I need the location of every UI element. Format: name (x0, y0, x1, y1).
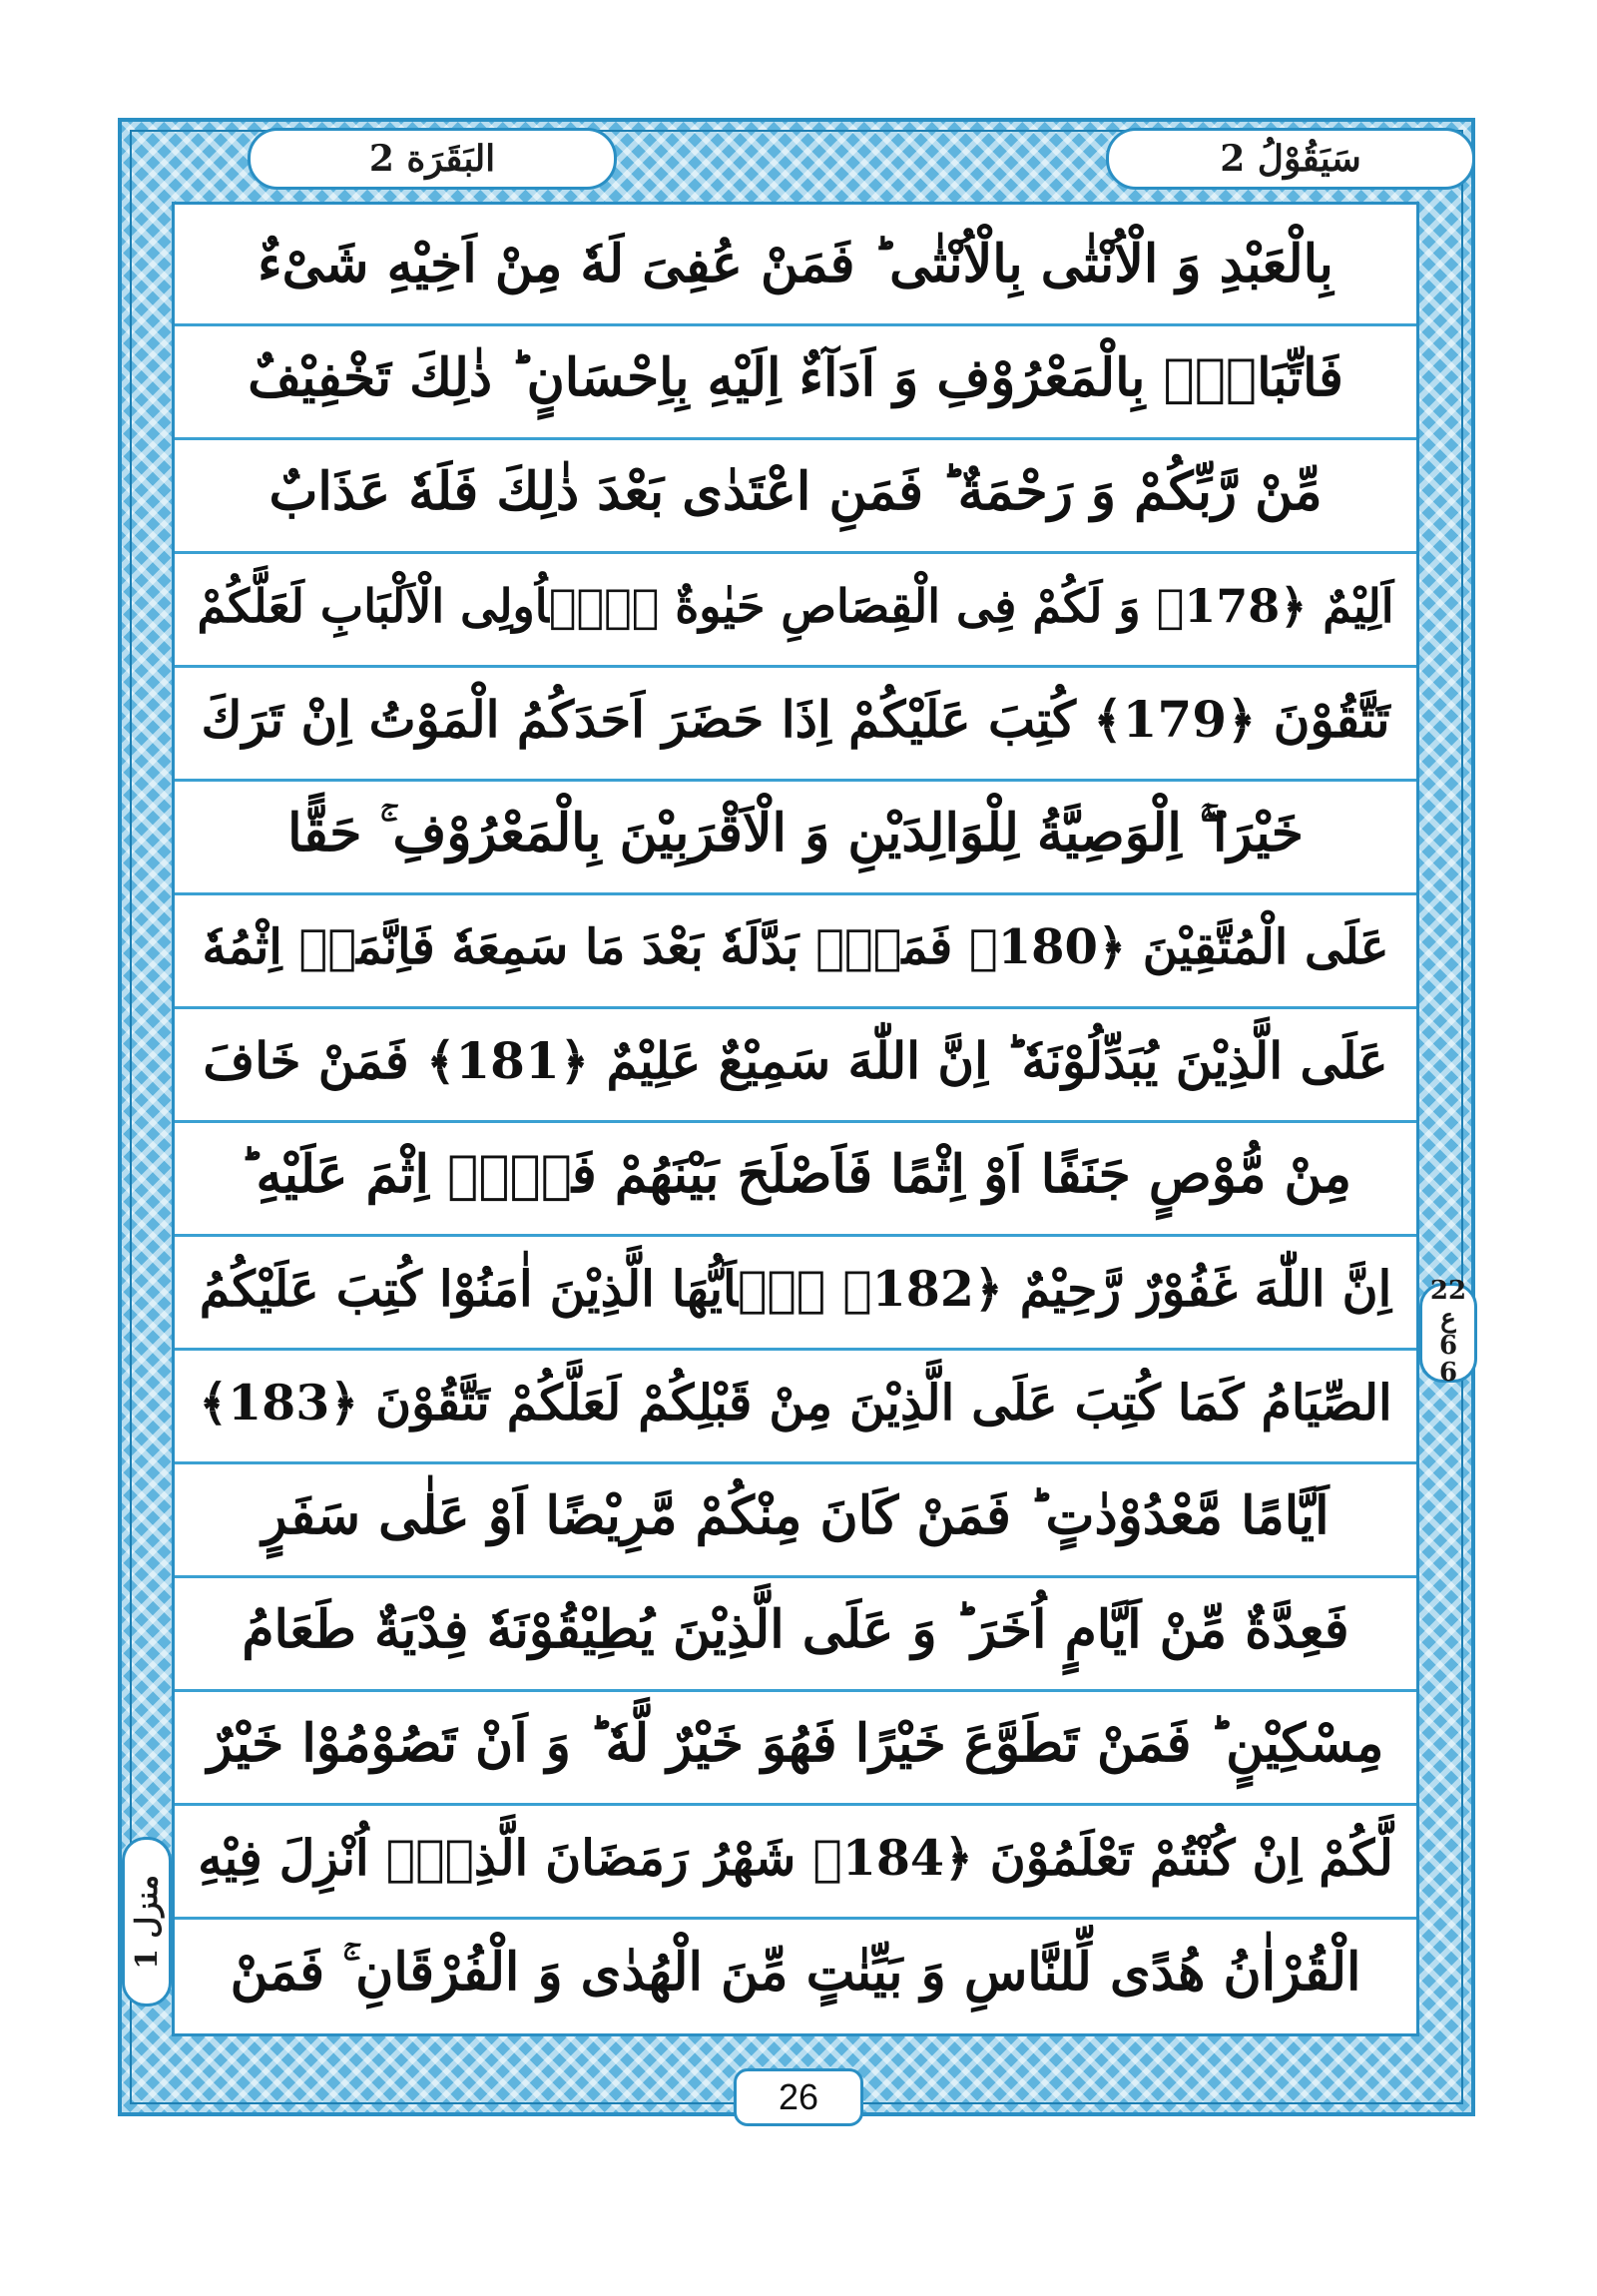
manzil-marker (122, 1837, 172, 2007)
text-line: لَّكُمْ اِنْ كُنْتُمْ تَعْلَمُوْنَ ﴿184﴾ شَهْرُ رَمَضَانَ الَّذِیْۤ اُنْزِلَ فِیْهِ (175, 1798, 1416, 1920)
text-line: عَلَى الْمُتَّقِیْنَ ﴿180﴾ فَمَنْۢ بَدَّلَهٗ بَعْدَ مَا سَمِعَهٗ فَاِنَّمَاۤ اِثْمُهٗ (175, 887, 1416, 1009)
text-line: فَعِدَّةٌ مِّنْ اَیَّامٍ اُخَرَ ؕ وَ عَلَى الَّذِیْنَ یُطِیْقُوْنَهٗ فِدْیَةٌ طَعَامُ (175, 1570, 1416, 1692)
text-line: بِالْعَبْدِ وَ الْاُنْثٰى بِالْاُنْثٰى ؕ فَمَنْ عُفِیَ لَهٗ مِنْ اَخِیْهِ شَیْءٌ (175, 205, 1416, 326)
page-number: 26 (778, 2076, 819, 2117)
text-line: اَلِیْمٌ ﴿178﴾ وَ لَكُمْ فِی الْقِصَاصِ حَیٰوةٌ یّٰۤاُولِی الْاَلْبَابِ لَعَلَّكُمْ (175, 546, 1416, 668)
text-line: فَاتِّبَاعٌۢ بِالْمَعْرُوْفِ وَ اَدَآءٌ اِلَیْهِ بِاِحْسَانٍ ؕ ذٰلِكَ تَخْفِیْفٌ (175, 318, 1416, 440)
page-number-box (734, 2068, 863, 2126)
quran-text-area (172, 202, 1419, 2036)
ruku-count-middle: 6 (1438, 1331, 1458, 1361)
text-line: اَیَّامًا مَّعْدُوْدٰتٍ ؕ فَمَنْ كَانَ مِنْكُمْ مَّرِیْضًا اَوْ عَلٰى سَفَرٍ (175, 1456, 1416, 1578)
text-line: الصِّیَامُ كَمَا كُتِبَ عَلَى الَّذِیْنَ مِنْ قَبْلِكُمْ لَعَلَّكُمْ تَتَّقُوْنَ ﴿183﴾ (175, 1343, 1416, 1464)
surah-name: البَقَرَة 2 (368, 138, 496, 180)
ruku-symbol: ع (1440, 1303, 1456, 1334)
text-line: اِنَّ اللّٰهَ غَفُوْرٌ رَّحِیْمٌ ﴿182﴾ یٰۤاَیُّهَا الَّذِیْنَ اٰمَنُوْا كُتِبَ عَلَیْكُمُ (175, 1229, 1416, 1351)
ruku-marker (1419, 1276, 1477, 1389)
text-line: مِّنْ رَّبِّكُمْ وَ رَحْمَةٌ ؕ فَمَنِ اعْتَدٰى بَعْدَ ذٰلِكَ فَلَهٗ عَذَابٌ (175, 432, 1416, 554)
text-line: خَیْرَا ۖۚ اِلْوَصِیَّةُ لِلْوَالِدَیْنِ وَ الْاَقْرَبِیْنَ بِالْمَعْرُوْفِ ۚ حَقًّا (175, 774, 1416, 895)
para-name-header (1106, 128, 1475, 190)
ruku-count-bottom: 6 (1438, 1358, 1458, 1389)
text-line: مِسْكِیْنٍ ؕ فَمَنْ تَطَوَّعَ خَیْرًا فَهُوَ خَیْرٌ لَّهٗ ؕ وَ اَنْ تَصُوْمُوْا خَیْرٌ (175, 1684, 1416, 1806)
surah-name-header (248, 128, 617, 190)
text-line: تَتَّقُوْنَ ﴿179﴾ كُتِبَ عَلَیْكُمْ اِذَا حَضَرَ اَحَدَكُمُ الْمَوْتُ اِنْ تَرَكَ (175, 660, 1416, 782)
text-line: مِنْ مُّوْصٍ جَنَفًا اَوْ اِثْمًا فَاَصْلَحَ بَیْنَهُمْ فَلَاۤ اِثْمَ عَلَیْهِ ؕ (175, 1115, 1416, 1237)
manzil-label: منزل 1 (129, 1874, 165, 1970)
text-line: الْقُرْاٰنُ هُدًى لِّلنَّاسِ وَ بَیِّنٰتٍ مِّنَ الْهُدٰى وَ الْفُرْقَانِ ۚ فَمَنْ (230, 1942, 1361, 2003)
text-line: عَلَى الَّذِیْنَ یُبَدِّلُوْنَهٗ ؕ اِنَّ اللّٰهَ سَمِیْعٌ عَلِیْمٌ ﴿181﴾ فَمَنْ خَافَ (175, 1001, 1416, 1123)
ruku-count-top: 22 (1429, 1276, 1467, 1307)
para-name: سَيَقُوْلُ 2 (1220, 138, 1361, 180)
